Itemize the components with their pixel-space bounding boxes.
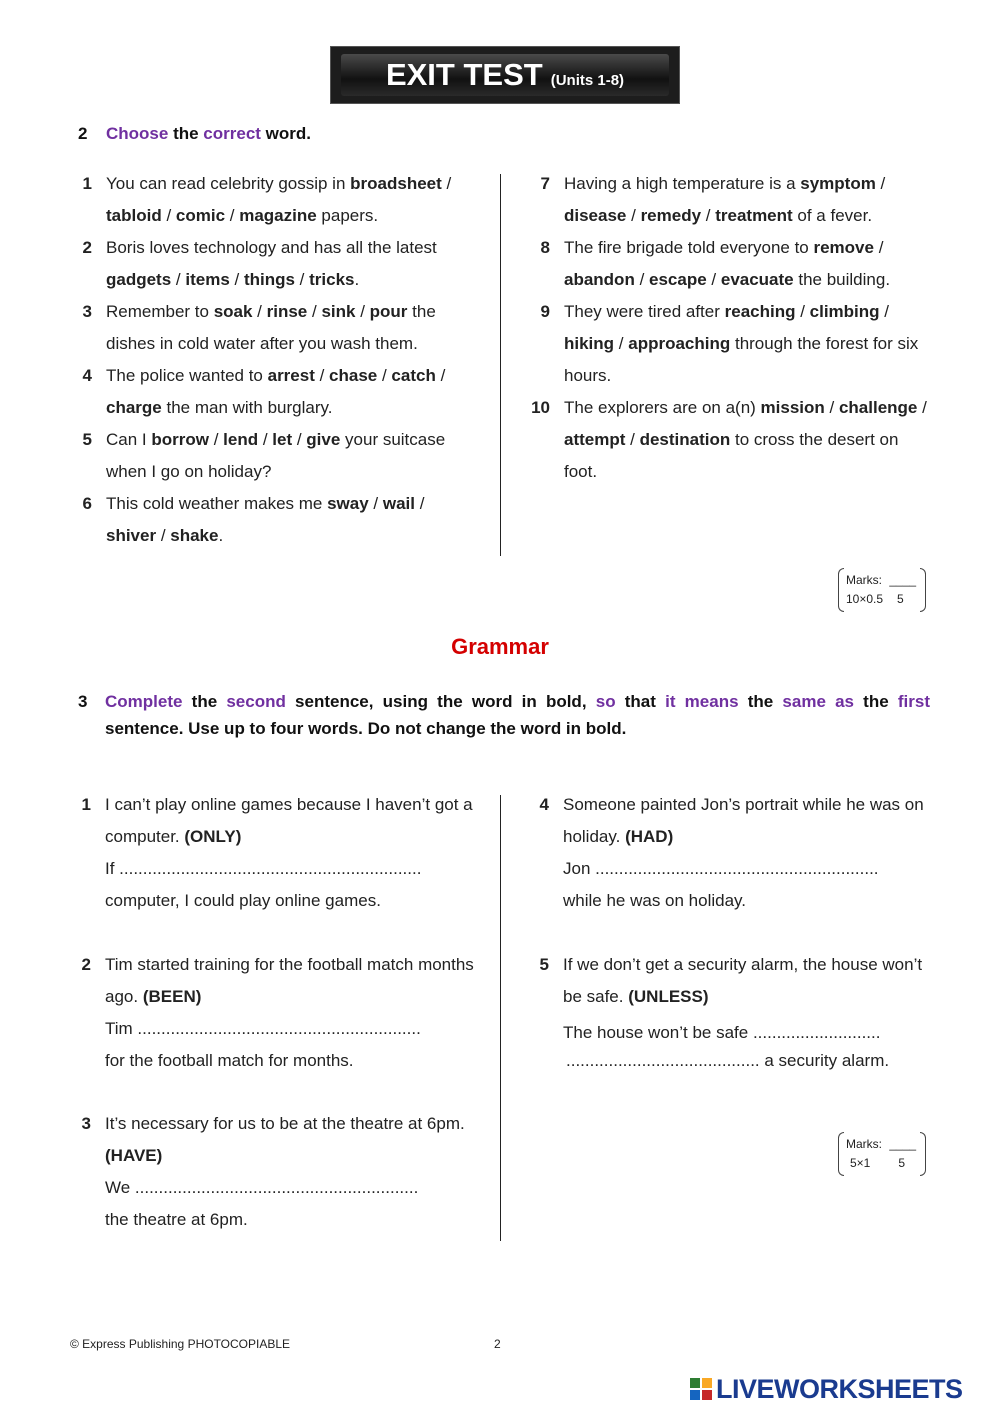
question-number: 6 bbox=[82, 494, 92, 513]
word-option[interactable]: shake bbox=[170, 526, 219, 545]
word-option[interactable]: escape bbox=[649, 270, 707, 289]
question-item: 2 Boris loves technology and has all the latest gadgets / items / things / tricks. bbox=[70, 232, 470, 296]
marks-total: 5 bbox=[897, 592, 904, 606]
column-divider bbox=[500, 174, 501, 556]
instruction-text: that bbox=[615, 692, 666, 711]
banner-title: EXIT TEST bbox=[385, 57, 543, 92]
marks-label: Marks: bbox=[846, 573, 882, 587]
word-option[interactable]: lend bbox=[223, 430, 259, 449]
transformation-item: 3 It’s necessary for us to be at the theatre at 6pm. (HAVE) We ............................................................ the theatre at 6pm. bbox=[79, 1108, 479, 1236]
word-option[interactable]: sink bbox=[321, 302, 356, 321]
keyword: (BEEN) bbox=[142, 987, 202, 1006]
transformation-item: 4 Someone painted Jon’s portrait while he was on holiday. (HAD) Jon ............................................................ while he was on holiday. bbox=[537, 789, 937, 917]
word-option[interactable]: hiking bbox=[564, 334, 615, 353]
word-option[interactable]: treatment bbox=[715, 206, 793, 225]
keyword: (ONLY) bbox=[184, 827, 242, 846]
word-option[interactable]: broadsheet bbox=[350, 174, 442, 193]
answer-line[interactable]: The house won’t be safe ........................... bbox=[563, 1023, 881, 1042]
word-option[interactable]: evacuate bbox=[720, 270, 794, 289]
instruction-text: sentence. Use up to four words. Do not change the word in bold. bbox=[105, 719, 627, 738]
transformation-item: 5 If we don’t get a security alarm, the house won’t be safe. (UNLESS) The house won’t be safe ........................... ......................................... a security alarm. bbox=[537, 949, 937, 1071]
word-option[interactable]: tabloid bbox=[106, 206, 162, 225]
question-item: 9 They were tired after reaching / climbing / hiking / approaching through the forest for six hours. bbox=[528, 296, 928, 392]
word-option[interactable]: let bbox=[272, 430, 293, 449]
marks-formula: 5×1 bbox=[850, 1156, 871, 1170]
word-option[interactable]: give bbox=[306, 430, 341, 449]
word-option[interactable]: climbing bbox=[809, 302, 880, 321]
marks-label: Marks: bbox=[846, 1137, 882, 1151]
keyword: (HAVE) bbox=[105, 1146, 163, 1165]
word-option[interactable]: catch bbox=[391, 366, 436, 385]
question-item: 3 Remember to soak / rinse / sink / pour the dishes in cold water after you wash them. bbox=[70, 296, 470, 360]
marks-box-exercise-3 bbox=[838, 1132, 926, 1176]
transformation-item: 2 Tim started training for the football match months ago. (BEEN) Tim ............................................................ for the football match for months. bbox=[79, 949, 479, 1077]
highlighted-word: first bbox=[897, 692, 930, 711]
question-item: 1 You can read celebrity gossip in broadsheet / tabloid / comic / magazine papers. bbox=[70, 168, 470, 232]
question-number: 1 bbox=[82, 174, 92, 193]
word-option[interactable]: things bbox=[243, 270, 295, 289]
question-item: 10 The explorers are on a(n) mission / challenge / attempt / destination to cross the desert on foot. bbox=[528, 392, 928, 488]
liveworksheets-logo: LIVEWORKSHEETS bbox=[690, 1374, 963, 1405]
question-item: 4 The police wanted to arrest / chase / catch / charge the man with burglary. bbox=[70, 360, 470, 424]
exercise-2-right-column bbox=[528, 168, 928, 488]
marks-box-exercise-2 bbox=[838, 568, 926, 612]
word-option[interactable]: gadgets bbox=[106, 270, 172, 289]
question-number: 7 bbox=[540, 174, 550, 193]
exit-test-banner bbox=[330, 46, 680, 104]
question-number: 9 bbox=[540, 302, 550, 321]
question-number: 10 bbox=[531, 398, 550, 417]
word-option[interactable]: reaching bbox=[724, 302, 796, 321]
instruction-text: sentence, using the word in bold, bbox=[285, 692, 596, 711]
word-option[interactable]: comic bbox=[175, 206, 226, 225]
highlighted-word: second bbox=[226, 692, 286, 711]
word-option[interactable]: rinse bbox=[266, 302, 308, 321]
word-option[interactable]: symptom bbox=[800, 174, 876, 193]
word-option[interactable]: mission bbox=[760, 398, 825, 417]
word-option[interactable]: approaching bbox=[628, 334, 731, 353]
question-item: 6 This cold weather makes me sway / wail / shiver / shake. bbox=[70, 488, 470, 552]
word-option[interactable]: soak bbox=[213, 302, 253, 321]
exercise-number: 2 bbox=[78, 124, 88, 143]
banner-subtitle: (Units 1-8) bbox=[550, 72, 625, 89]
instruction-text: the bbox=[854, 692, 898, 711]
highlighted-word: Complete bbox=[105, 692, 183, 711]
answer-line[interactable]: Tim ............................................................ bbox=[105, 1019, 421, 1038]
keyword: (HAD) bbox=[625, 827, 674, 846]
page-number: 2 bbox=[494, 1337, 501, 1351]
highlighted-word: same as bbox=[782, 692, 854, 711]
word-option[interactable]: magazine bbox=[239, 206, 317, 225]
answer-line[interactable]: If ................................................................ bbox=[105, 859, 422, 878]
question-number: 5 bbox=[82, 430, 92, 449]
exercise-number: 3 bbox=[78, 692, 88, 711]
word-option[interactable]: charge bbox=[106, 398, 162, 417]
word-option[interactable]: tricks bbox=[309, 270, 355, 289]
word-option[interactable]: items bbox=[185, 270, 230, 289]
liveworksheets-logo-icon bbox=[690, 1378, 712, 1400]
keyword: (UNLESS) bbox=[628, 987, 709, 1006]
marks-total: 5 bbox=[898, 1156, 906, 1170]
instruction-text: the bbox=[182, 692, 227, 711]
word-option[interactable]: sway bbox=[327, 494, 369, 513]
transformation-item: 1 I can’t play online games because I haven’t got a computer. (ONLY) If ................................................................ computer, I could play online games. bbox=[79, 789, 479, 917]
highlighted-word: it means bbox=[665, 692, 739, 711]
word-option[interactable]: remedy bbox=[640, 206, 702, 225]
word-option[interactable]: borrow bbox=[151, 430, 209, 449]
word-option[interactable]: abandon bbox=[564, 270, 635, 289]
exercise-2-heading: 2 Choose the correct word. bbox=[78, 124, 311, 143]
word-option[interactable]: attempt bbox=[564, 430, 626, 449]
word-option[interactable]: wail bbox=[382, 494, 415, 513]
question-number: 3 bbox=[82, 302, 92, 321]
marks-blank: ____ bbox=[889, 573, 917, 587]
question-item: 7 Having a high temperature is a symptom / disease / remedy / treatment of a fever. bbox=[528, 168, 928, 232]
exercise-2-left-column bbox=[70, 168, 470, 552]
exercise-3-instruction bbox=[78, 688, 930, 742]
question-number: 8 bbox=[540, 238, 550, 257]
answer-line[interactable]: Jon ............................................................ bbox=[563, 859, 879, 878]
question-number: 4 bbox=[82, 366, 92, 385]
marks-formula: 10×0.5 bbox=[846, 592, 884, 606]
answer-line-continued[interactable]: ......................................... a security alarm. bbox=[566, 1051, 890, 1070]
word-option[interactable]: challenge bbox=[838, 398, 918, 417]
grammar-section-title: Grammar bbox=[451, 634, 549, 659]
marks-blank: ____ bbox=[889, 1137, 917, 1151]
word-option[interactable]: remove bbox=[813, 238, 874, 257]
copyright-notice: © Express Publishing PHOTOCOPIABLE bbox=[70, 1337, 291, 1351]
instruction-text: the bbox=[738, 692, 783, 711]
question-number: 2 bbox=[82, 238, 92, 257]
word-option[interactable]: disease bbox=[564, 206, 627, 225]
word-option[interactable]: chase bbox=[329, 366, 378, 385]
word-option[interactable]: shiver bbox=[106, 526, 157, 545]
highlighted-word: so bbox=[595, 692, 616, 711]
question-item: 5 Can I borrow / lend / let / give your suitcase when I go on holiday? bbox=[70, 424, 470, 488]
column-divider bbox=[500, 795, 501, 1241]
word-option[interactable]: arrest bbox=[267, 366, 315, 385]
question-item: 8 The fire brigade told everyone to remove / abandon / escape / evacuate the building. bbox=[528, 232, 928, 296]
answer-line[interactable]: We ............................................................ bbox=[105, 1178, 419, 1197]
word-option[interactable]: pour bbox=[369, 302, 408, 321]
word-option[interactable]: destination bbox=[639, 430, 731, 449]
